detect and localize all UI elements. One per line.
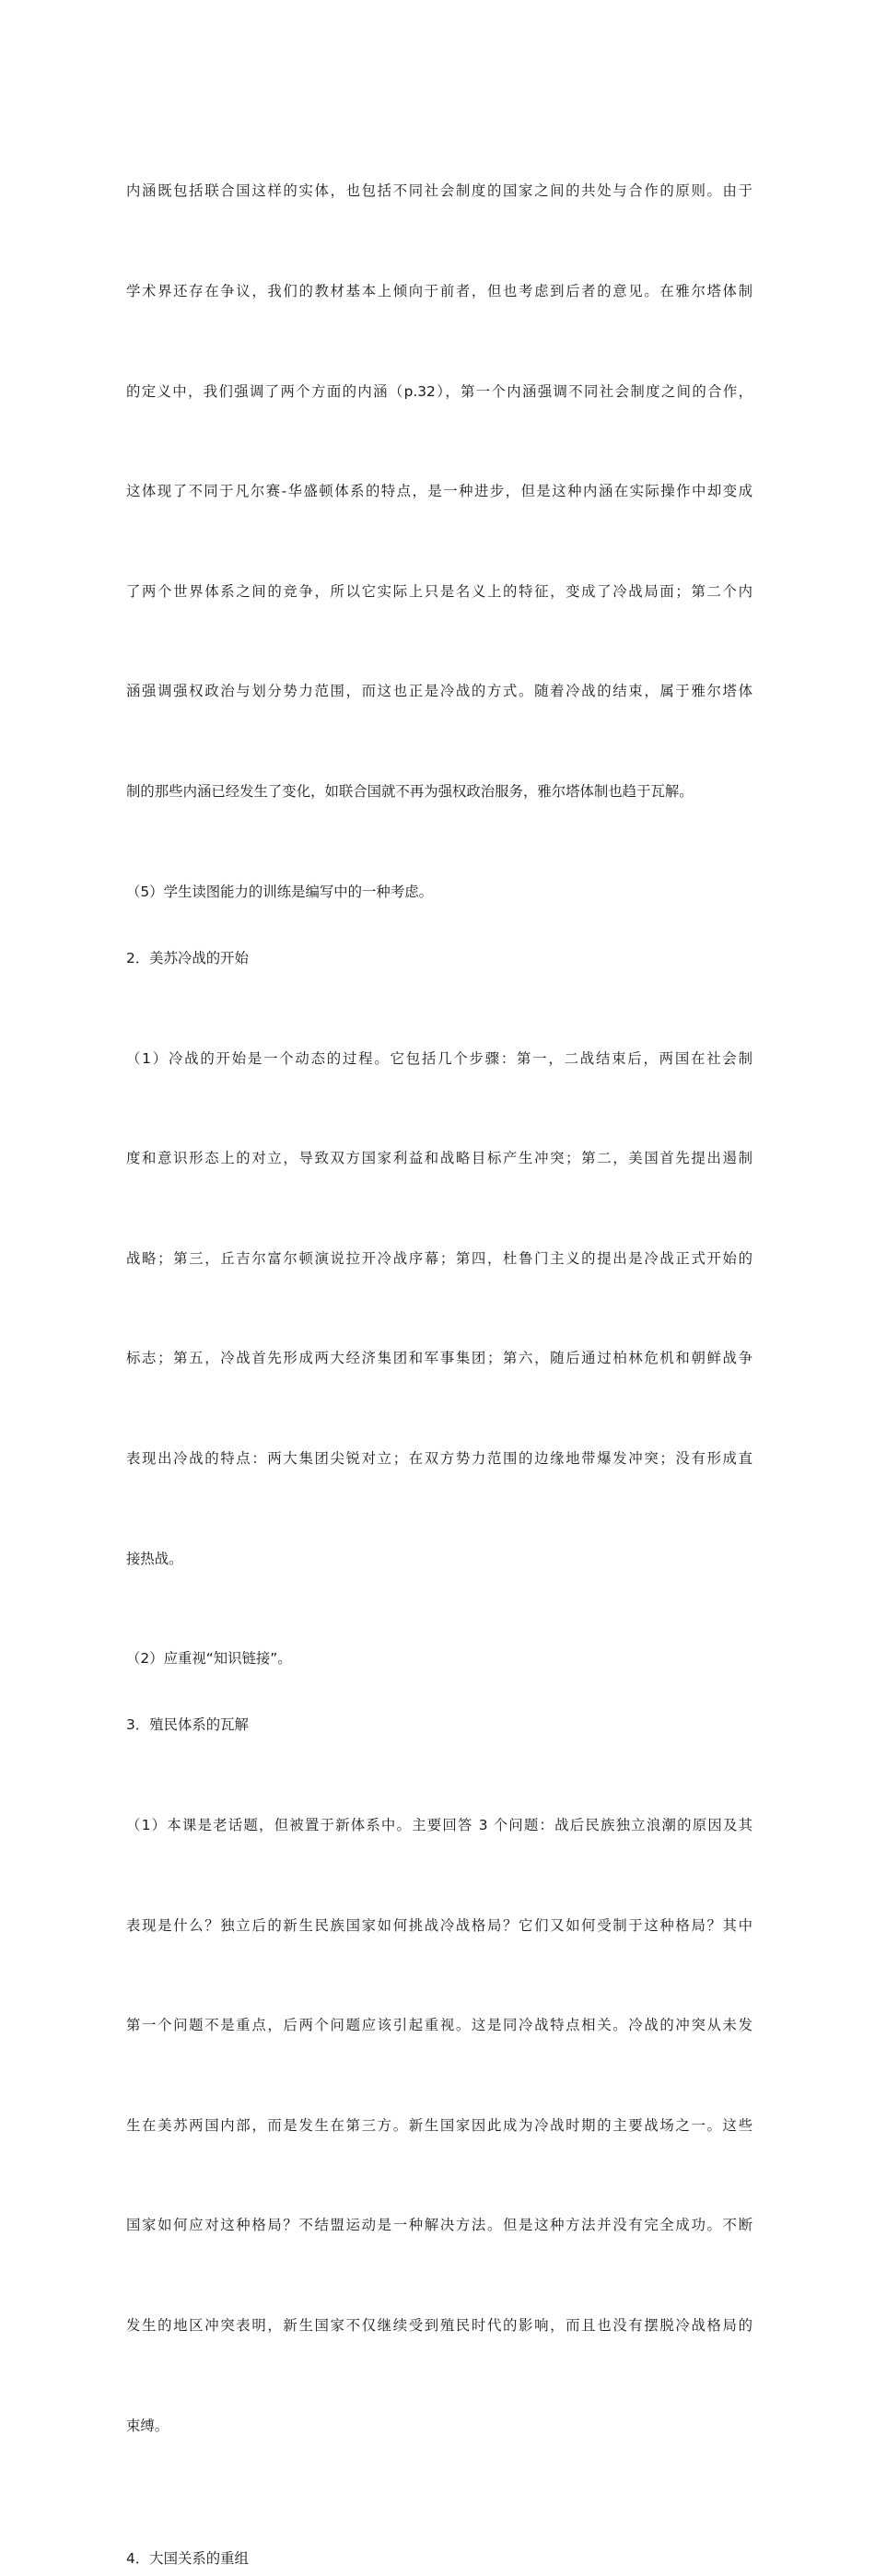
section-heading-4: 4．大国关系的重组 [126, 2550, 249, 2568]
paragraph-colonial-collapse [126, 1742, 752, 2510]
text-line: 束缚。 [126, 2417, 169, 2434]
text-line: 制的那些内涵已经发生了变化，如联合国就不再为强权政治服务，雅尔塔体制也趋于瓦解。 [126, 782, 694, 800]
item-2: （2）应重视“知识链接”。 [126, 1650, 292, 1668]
text-line: 国家如何应对这种格局？不结盟运动是一种解决方法。但是这种方法并没有完全成功。不断 [126, 2217, 752, 2234]
text-line: 生在美苏两国内部，而是发生在第三方。新生国家因此成为冷战时期的主要战场之一。这些 [126, 2116, 752, 2134]
document-body [126, 108, 752, 2576]
text-line: 度和意识形态上的对立，导致双方国家利益和战略目标产生冲突；第二，美国首先提出遏制 [126, 1150, 752, 1167]
text-line: 接热战。 [126, 1550, 183, 1567]
text-line: 战略；第三，丘吉尔富尔顿演说拉开冷战序幕；第四，杜鲁门主义的提出是冷战正式开始的 [126, 1249, 752, 1267]
text-line: 第一个问题不是重点，后两个问题应该引起重视。这是同冷战特点相关。冷战的冲突从未发 [126, 2017, 752, 2034]
paragraph-yalta-system [126, 108, 752, 875]
text-line: 学术界还存在争议，我们的教材基本上倾向于前者，但也考虑到后者的意见。在雅尔塔体制 [126, 283, 752, 299]
paragraph-cold-war-start [126, 975, 752, 1642]
text-line: 内涵既包括联合国这样的实体，也包括不同社会制度的国家之间的共处与合作的原则。由于 [126, 182, 752, 200]
text-line: 发生的地区冲突表明，新生国家不仅继续受到殖民时代的影响，而且也没有摆脱冷战格局的 [126, 2317, 752, 2335]
blank-line [126, 908, 752, 942]
text-line: 涵强调强权政治与划分势力范围，而这也正是冷战的方式。随着冷战的结束，属于雅尔塔体 [126, 683, 752, 700]
blank-line [126, 1675, 752, 1708]
text-line: 表现出冷战的特点：两大集团尖锐对立；在双方势力范围的边缘地带爆发冲突；没有形成直 [126, 1449, 752, 1467]
text-line: （1）冷战的开始是一个动态的过程。它包括几个步骤：第一，二战结束后，两国在社会制 [126, 1049, 752, 1067]
text-line: 的定义中，我们强调了两个方面的内涵（p.32），第一个内涵强调不同社会制度之间的合作， [126, 382, 752, 400]
section-heading-2: 2．美苏冷战的开始 [126, 949, 249, 966]
text-line: 了两个世界体系之间的竞争，所以它实际上只是名义上的特征，变成了冷战局面；第二个内 [126, 582, 752, 600]
blank-line [126, 2509, 752, 2542]
text-line: 标志；第五，冷战首先形成两大经济集团和军事集团；第六，随后通过柏林危机和朝鲜战争 [126, 1350, 752, 1367]
text-line: 表现是什么？独立后的新生民族国家如何挑战冷战格局？它们又如何受制于这种格局？其中 [126, 1916, 752, 1934]
section-heading-3: 3．殖民体系的瓦解 [126, 1716, 249, 1734]
text-line: 这体现了不同于凡尔赛-华盛顿体系的特点，是一种进步，但是这种内涵在实际操作中却变成 [126, 483, 752, 500]
text-line: （1）本课是老话题，但被置于新体系中。主要回答 3 个问题：战后民族独立浪潮的原因及其 [126, 1817, 752, 1834]
item-5: （5）学生读图能力的训练是编写中的一种考虑。 [126, 883, 433, 900]
